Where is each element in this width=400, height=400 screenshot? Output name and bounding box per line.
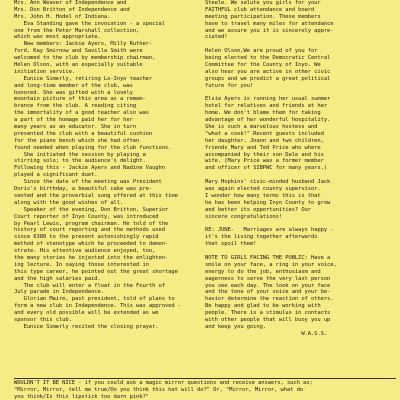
right-column-line: you see each day. The look on your face — [205, 282, 331, 289]
right-column-line: and we assure you it is sincerely appre- — [205, 27, 334, 34]
left-column-line: July parade in Independence. — [14, 289, 104, 296]
left-column-line: She initiated the session by playing a — [14, 151, 146, 158]
left-column-line: honored. She was gifted with a lovely — [14, 89, 133, 96]
right-column-line: people. There is a stimulus in contacts — [205, 310, 331, 317]
right-column-line: RE: JUNE- Marriages are always happy - — [205, 227, 334, 234]
left-column-line: sented and the proverbial song offered at this time — [14, 192, 178, 199]
right-column-line: with other people that will buoy you up — [205, 316, 331, 323]
left-column-line: Eunice Simerly recited the closing prayer. — [14, 323, 159, 330]
right-column-line — [205, 41, 393, 48]
right-column-line: FAITHFUL club attendance and board — [205, 6, 315, 13]
left-column-line: The club will enter a float in the Fourth of — [14, 282, 165, 289]
left-column-line: sponsor this club. — [14, 316, 72, 323]
left-column-line: Eunice Simerly, retiring Lo-Inyo teacher — [14, 75, 153, 82]
right-column-line: and keep you going. — [205, 323, 267, 330]
right-column-line: and better its opportunities? Our — [205, 206, 311, 213]
footer-line: WOULDN'T IT BE NICE - if you could ask a magic mirror questions and receive answers, such as; — [14, 380, 313, 386]
right-column — [205, 0, 393, 338]
left-column-line: and long-time member of the club, was — [14, 82, 133, 89]
left-column-line: this type career, he pointed out the great shortage — [14, 268, 178, 275]
left-column-line: welcomed to the club by membership chairman, — [14, 55, 156, 62]
right-column-line: it's the living together afterwards — [205, 234, 318, 241]
left-column-line: ing lecture. In saying those interested in — [14, 261, 149, 268]
footer-line: you think/Is this lipstick too darn pink?" — [14, 393, 149, 400]
left-column-line: method of stenotype which he proceeded to demon- — [14, 241, 169, 248]
right-column-line: Elsie Ayers is running her usual summer — [205, 96, 331, 103]
right-column-line: "what a cook!" Recent guests included — [205, 130, 324, 137]
left-column-line: ford, Kay Smirnow and Savilla Smith were — [14, 48, 143, 55]
left-column — [14, 0, 196, 331]
left-column-line: strate. His attentive audience enjoyed, too, — [14, 248, 156, 255]
right-column-line — [205, 248, 393, 255]
left-column-line: Mrs. John H. Hodel of Indiana. — [14, 13, 111, 20]
right-column-line: ciated! — [205, 34, 228, 41]
left-column-line: Mrs. Don Britton of Independence and — [14, 6, 130, 13]
left-column-line: brance from the club. A reading citing — [14, 103, 137, 110]
right-column-line: Mary Hopkins' civic-minded husband Jack — [205, 179, 331, 186]
footer-block — [14, 380, 398, 400]
left-column-line: history of court reporting and the methods used — [14, 227, 165, 234]
left-column-line: and every old possible will be extended as we — [14, 310, 159, 317]
right-column-line: being elected to the Democratic Central — [205, 55, 331, 62]
right-column-line: was again elected county supervisor. — [205, 186, 321, 193]
left-column-line: Speaker of the evening, Don Britton, Superior — [14, 206, 169, 213]
right-column-line: Steele. We salute you girls for your — [205, 0, 321, 6]
left-column-line: mountain picture of this area as a remem- — [14, 96, 146, 103]
left-column-line: form a new club in Independence. This was approved - — [14, 303, 181, 310]
right-column-line: friends Mary and Ted Price who where — [205, 144, 321, 151]
left-column-line: and the high salaries paid. — [14, 275, 101, 282]
left-column-line: the immortality of a good teacher also was — [14, 110, 149, 117]
left-column-line: the many stories he injected into the enlighten- — [14, 254, 169, 261]
right-column-line: Helen Olson,We are proud of you for — [205, 48, 318, 55]
right-column-line: groups and we predict a great political — [205, 75, 331, 82]
right-column-line: I wonder how many terms this is that — [205, 192, 321, 199]
right-column-line: also hear you are active in other civic — [205, 68, 331, 75]
left-column-line: by Pearl Lewis, program chairman. He told of the — [14, 220, 169, 227]
right-column-line: NOTE TO GIRLS FACING THE PUBLIC: Have a — [205, 254, 331, 261]
left-column-line: Glorian Maire, past president, told of plans to — [14, 296, 175, 303]
right-column-line: home. We don't blame them for taking — [205, 110, 321, 117]
left-column-line: which was most appropriate. — [14, 34, 101, 41]
right-column-line — [205, 221, 393, 228]
right-column-line: Committee for the County of Inyo. We — [205, 62, 321, 69]
left-column-line: Eva Standing gave the invocation - a special — [14, 20, 165, 27]
right-column-line: sincere congratulations! — [205, 213, 283, 220]
left-column-line: presented the club with a beautiful cushion — [14, 130, 153, 137]
left-column-line: Helen Olson, with an especially suitable — [14, 62, 143, 69]
footer-line: "Mirror, Mirror, tell me true/Do you think this hat will do?" Or, "Mirror, Mirror, what do — [14, 386, 304, 393]
right-column-line: hotel for relatives and friends at her — [205, 103, 328, 110]
footer-divider — [14, 378, 396, 379]
right-column-line: he has been helping Inyo County to grow — [205, 199, 331, 206]
right-column-line: W.A.S.S. — [205, 330, 328, 337]
left-column-line: along with the good wishes of all. — [14, 199, 124, 206]
left-column-line: one from the Peter Marshall collection, — [14, 27, 140, 34]
right-column-line: that spoil them! — [205, 241, 257, 248]
right-column-line: eagerness to serve the very last person — [205, 275, 331, 282]
right-column-line: future for you! — [205, 82, 254, 89]
right-column-line — [205, 90, 393, 97]
left-column-line: many years as an educator. She in turn — [14, 124, 137, 131]
left-column-line: Court reporter of Inyo County, was introduced — [14, 213, 159, 220]
right-column-line: She is such a marvelous hostess and — [205, 124, 318, 131]
right-column-line: accompanied by their son Dale and his — [205, 151, 324, 158]
left-column-line: initiation service. — [14, 68, 76, 75]
right-column-line: wife. (Mary Price was a former member — [205, 158, 324, 165]
right-column-line: and the tone of your voice and your be- — [205, 289, 331, 296]
right-column-line: smile on your face, a ring in your voice, — [205, 261, 337, 268]
right-column-line: and officer of SIBPWC for many years.) — [205, 165, 328, 172]
left-column-line: Doris's birthday, a beautiful cake was pre- — [14, 186, 153, 193]
right-column-line: have to travel many miles for attendance — [205, 20, 334, 27]
right-column-line: meeting participation. These members — [205, 13, 321, 20]
left-column-line: since 6380 to the present astonishingly rapid — [14, 234, 159, 241]
left-column-line: for the piano bench which she had often — [14, 137, 140, 144]
left-column-line: New members: Jackie Ayers, Milly Ruther- — [14, 41, 153, 48]
left-column-line: Following this - Jackie Ayers and Nadine Vaughn — [14, 165, 165, 172]
left-column-line: stirring solo; to the audience's delight. — [14, 158, 146, 165]
right-column-line — [205, 172, 393, 179]
left-column-line: Mrs. Ann Weaver of Independence and — [14, 0, 127, 6]
left-column-line: a part of the homage paid her for her — [14, 117, 133, 124]
right-column-line: havior determine the reaction of others. — [205, 296, 334, 303]
left-column-line: Since the date of the meeting was President — [14, 179, 162, 186]
right-column-line: her daughter, Joann and two children, — [205, 137, 324, 144]
right-column-line: Be happy and glad to be working with — [205, 303, 321, 310]
right-column-line: energy to do the job, enthusiasm and — [205, 268, 321, 275]
left-column-line: found needed when playing for the club functions. — [14, 144, 172, 151]
left-column-line: played a significant duet. — [14, 172, 98, 179]
right-column-line: advantage of her wonderful hospitality. — [205, 117, 331, 124]
